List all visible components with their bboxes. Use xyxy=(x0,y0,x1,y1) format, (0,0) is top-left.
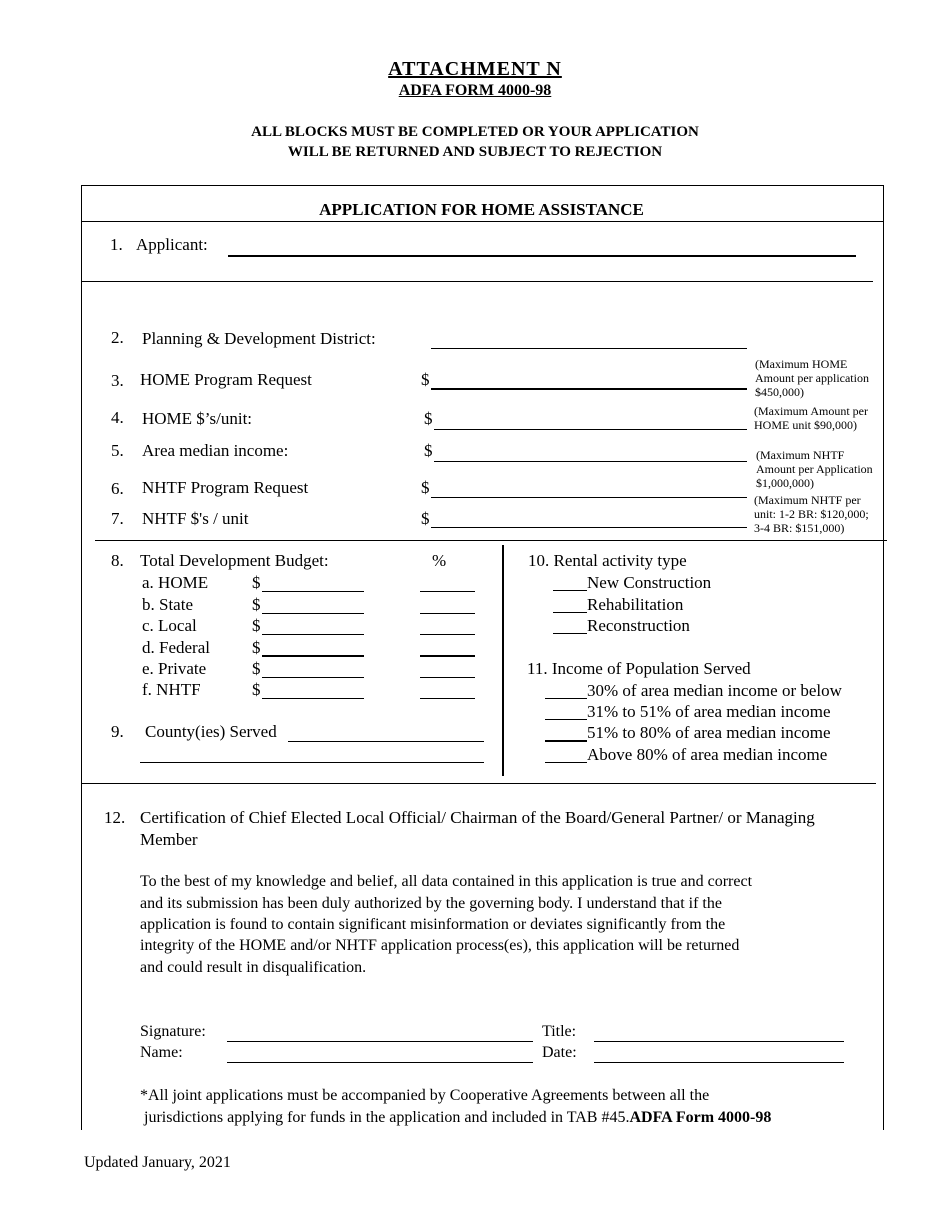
q12-title-line-2: Member xyxy=(140,830,198,849)
income-31-51-label: 31% to 51% of area median income xyxy=(587,702,831,721)
income-30-label: 30% of area median income or below xyxy=(587,681,842,700)
q5-number: 5. xyxy=(111,441,124,460)
q8-label: Total Development Budget: xyxy=(140,551,329,570)
certification-line-1: To the best of my knowledge and belief, all data contained in this application is true and correct xyxy=(140,873,753,890)
budget-local-amount-field[interactable] xyxy=(262,634,364,635)
q7-divider xyxy=(95,540,887,541)
signature-label: Signature: xyxy=(140,1023,206,1040)
attachment-title: ATTACHMENT N xyxy=(388,58,562,80)
budget-row-state-currency: $ xyxy=(252,595,261,614)
budget-local-percent-field[interactable] xyxy=(420,634,475,635)
county-field[interactable] xyxy=(288,741,484,742)
joint-note-form-id: ADFA Form 4000-98 xyxy=(629,1109,772,1126)
budget-home-percent-field[interactable] xyxy=(420,591,475,592)
q7-number: 7. xyxy=(111,509,124,528)
applicant-field[interactable] xyxy=(228,255,856,257)
option-new-construction-checkbox[interactable] xyxy=(553,590,587,591)
q3-currency: $ xyxy=(421,370,430,389)
option-rehabilitation-label: Rehabilitation xyxy=(587,595,684,614)
q4-currency: $ xyxy=(424,409,433,428)
budget-federal-amount-field[interactable] xyxy=(262,655,364,657)
name-field[interactable] xyxy=(227,1062,533,1063)
budget-row-state-label: b. State xyxy=(142,595,193,614)
q9-label: County(ies) Served xyxy=(145,722,277,741)
form-id-title: ADFA FORM 4000-98 xyxy=(398,82,552,99)
q6-label: NHTF Program Request xyxy=(142,478,309,497)
q6-number: 6. xyxy=(111,479,124,498)
name-label: Name: xyxy=(140,1044,183,1061)
budget-row-nhtf-label: f. NHTF xyxy=(142,680,201,699)
certification-line-5: and could result in disqualification. xyxy=(140,959,367,976)
district-field[interactable] xyxy=(431,348,747,349)
income-above-80-label: Above 80% of area median income xyxy=(587,745,828,764)
percent-header: % xyxy=(432,551,447,570)
budget-column-divider xyxy=(502,545,504,776)
q4-label: HOME $’s/unit: xyxy=(142,409,253,428)
budget-row-home-currency: $ xyxy=(252,573,261,592)
note-home-max-application: (Maximum HOME Amount per application $450,000) xyxy=(755,357,869,399)
q1-label: Applicant: xyxy=(136,235,208,254)
q1-number: 1. xyxy=(110,235,123,254)
updated-date: Updated January, 2021 xyxy=(84,1154,231,1171)
q10-label: 10. Rental activity type xyxy=(528,551,687,570)
budget-federal-percent-field[interactable] xyxy=(420,655,475,657)
q11-divider xyxy=(81,783,876,784)
title-field[interactable] xyxy=(594,1041,844,1042)
budget-row-local-label: c. Local xyxy=(142,616,197,635)
note-home-max-unit: (Maximum Amount per HOME unit $90,000) xyxy=(754,404,868,432)
certification-line-3: application is found to contain significant misinformation or deviates significantly from the xyxy=(140,916,726,933)
income-51-80-label: 51% to 80% of area median income xyxy=(587,723,831,742)
budget-home-amount-field[interactable] xyxy=(262,591,364,592)
nhtf-request-field[interactable] xyxy=(431,497,747,498)
section-title: APPLICATION FOR HOME ASSISTANCE xyxy=(319,200,644,219)
q6-currency: $ xyxy=(421,478,430,497)
warning-line-2: WILL BE RETURNED AND SUBJECT TO REJECTION xyxy=(287,144,663,160)
q12-title-line-1: Certification of Chief Elected Local Official/ Chairman of the Board/General Partner/ or Managing xyxy=(140,808,815,827)
section-title-divider xyxy=(81,221,883,222)
q3-label: HOME Program Request xyxy=(140,370,312,389)
budget-row-private-currency: $ xyxy=(252,659,261,678)
date-label: Date: xyxy=(542,1044,577,1061)
budget-nhtf-percent-field[interactable] xyxy=(420,698,475,699)
budget-state-percent-field[interactable] xyxy=(420,613,475,614)
budget-row-nhtf-currency: $ xyxy=(252,680,261,699)
note-nhtf-max-application: (Maximum NHTF Amount per Application $1,000,000) xyxy=(756,448,873,490)
option-reconstruction-checkbox[interactable] xyxy=(553,633,587,634)
home-per-unit-field[interactable] xyxy=(434,429,747,430)
budget-private-amount-field[interactable] xyxy=(262,677,364,678)
area-median-income-field[interactable] xyxy=(434,461,747,462)
budget-private-percent-field[interactable] xyxy=(420,677,475,678)
joint-note-line-1: *All joint applications must be accompanied by Cooperative Agreements between all the xyxy=(140,1087,710,1104)
q8-number: 8. xyxy=(111,551,124,570)
q9-number: 9. xyxy=(111,722,124,741)
budget-row-local-currency: $ xyxy=(252,616,261,635)
q11-label: 11. Income of Population Served xyxy=(527,659,751,678)
signature-field[interactable] xyxy=(227,1041,533,1042)
q5-label: Area median income: xyxy=(142,441,289,460)
option-new-construction-label: New Construction xyxy=(587,573,712,592)
q3-number: 3. xyxy=(111,371,124,390)
title-label: Title: xyxy=(542,1023,577,1040)
budget-row-federal-currency: $ xyxy=(252,638,261,657)
warning-line-1: ALL BLOCKS MUST BE COMPLETED OR YOUR APPLICATION xyxy=(251,124,699,140)
q1-divider xyxy=(81,281,873,282)
budget-nhtf-amount-field[interactable] xyxy=(262,698,364,699)
budget-state-amount-field[interactable] xyxy=(262,613,364,614)
q5-currency: $ xyxy=(424,441,433,460)
budget-row-federal-label: d. Federal xyxy=(142,638,210,657)
nhtf-per-unit-field[interactable] xyxy=(431,527,747,528)
income-51-80-checkbox[interactable] xyxy=(545,740,587,742)
certification-line-2: and its submission has been duly authorized by the governing body. I understand that if the xyxy=(140,895,722,912)
q12-number: 12. xyxy=(104,808,126,827)
joint-note-text: jurisdictions applying for funds in the application and included in TAB #45. xyxy=(144,1109,630,1126)
note-nhtf-max-unit: (Maximum NHTF per unit: 1-2 BR: $120,000; 3-4 BR: $151,000) xyxy=(754,493,869,535)
q4-number: 4. xyxy=(111,408,124,427)
option-reconstruction-label: Reconstruction xyxy=(587,616,690,635)
income-31-51-checkbox[interactable] xyxy=(545,719,587,720)
certification-line-4: integrity of the HOME and/or NHTF application process(es), this application will be returned xyxy=(140,937,740,954)
date-field[interactable] xyxy=(594,1062,844,1063)
income-30-checkbox[interactable] xyxy=(545,698,587,699)
income-above-80-checkbox[interactable] xyxy=(545,762,587,763)
option-rehabilitation-checkbox[interactable] xyxy=(553,612,587,613)
q2-number: 2. xyxy=(111,328,124,347)
joint-note-line-2 xyxy=(144,1109,771,1127)
q7-label: NHTF $'s / unit xyxy=(142,509,249,528)
home-request-field[interactable] xyxy=(431,388,747,390)
budget-row-private-label: e. Private xyxy=(142,659,207,678)
county-field-line-2[interactable] xyxy=(140,762,484,763)
q2-label: Planning & Development District: xyxy=(142,329,376,348)
budget-row-home-label: a. HOME xyxy=(142,573,209,592)
q7-currency: $ xyxy=(421,509,430,528)
